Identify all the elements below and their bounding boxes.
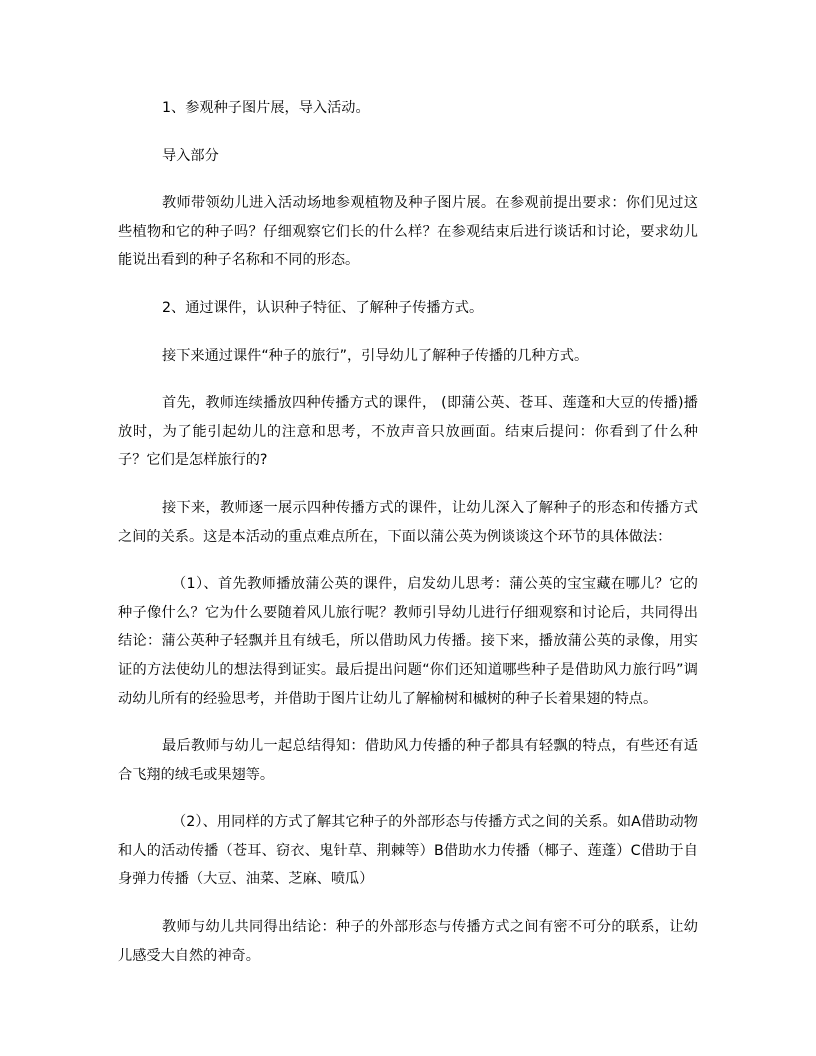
paragraph-step-2-other-seeds: （2）、用同样的方式了解其它种子的外部形态与传播方式之间的关系。如A借助动物和人的活动传播（苍耳、窃衣、鬼针草、荆棘等）B借助水力传播（椰子、莲蓬）C借助于自身弹力传播（大豆、油菜、芝麻、喷瓜） — [118, 814, 698, 888]
paragraph-intro-body: 教师带领幼儿进入活动场地参观植物及种子图片展。在参观前提出要求：你们见过这些植物和它的种子吗？仔细观察它们长的什么样？在参观结束后进行谈话和讨论，要求幼儿能说出看到的种子名称和不同的形态。 — [118, 195, 698, 269]
paragraph-section-2-heading: 2、通过课件，认识种子特征、了解种子传播方式。 — [162, 299, 484, 316]
paragraph-intro-heading: 导入部分 — [162, 147, 219, 164]
paragraph-first-playback: 首先，教师连续播放四种传播方式的课件， (即蒲公英、苍耳、莲蓬和大豆的传播)播放时，为了能引起幼儿的注意和思考，不放声音只放画面。结束后提问：你看到了什么种子？它们是怎样旅行的? — [118, 395, 698, 469]
document-body — [118, 94, 698, 989]
paragraph-step-1-dandelion: （1）、首先教师播放蒲公英的课件，启发幼儿思考：蒲公英的宝宝藏在哪儿？它的种子像什么？它为什么要随着风儿旅行呢？教师引导幼儿进行仔细观察和讨论后，共同得出结论：蒲公英种子轻飘并且有绒毛，所以借助风力传播。接下来，播放蒲公英的录像，用实证的方法使幼儿的想法得到证实。最后提出问题“你们还知道哪些种子是借助风力旅行吗”调动幼儿所有的经验思考，并借助于图片让幼儿了解榆树和槭树的种子长着果翅的特点。 — [118, 576, 698, 707]
paragraph-summary-wind: 最后教师与幼儿一起总结得知：借助风力传播的种子都具有轻飘的特点，有些还有适合飞翔的绒毛或果翅等。 — [118, 738, 698, 783]
paragraph-next-display: 接下来，教师逐一展示四种传播方式的课件，让幼儿深入了解种子的形态和传播方式之间的关系。这是本活动的重点难点所在，下面以蒲公英为例谈谈这个环节的具体做法： — [118, 499, 698, 545]
paragraph-section-1-heading: 1、参观种子图片展，导入活动。 — [162, 100, 370, 116]
paragraph-courseware-intro: 接下来通过课件“种子的旅行”，引导幼儿了解种子传播的几种方式。 — [162, 347, 589, 364]
paragraph-conclusion: 教师与幼儿共同得出结论：种子的外部形态与传播方式之间有密不可分的联系，让幼儿感受大自然的神奇。 — [118, 919, 698, 964]
